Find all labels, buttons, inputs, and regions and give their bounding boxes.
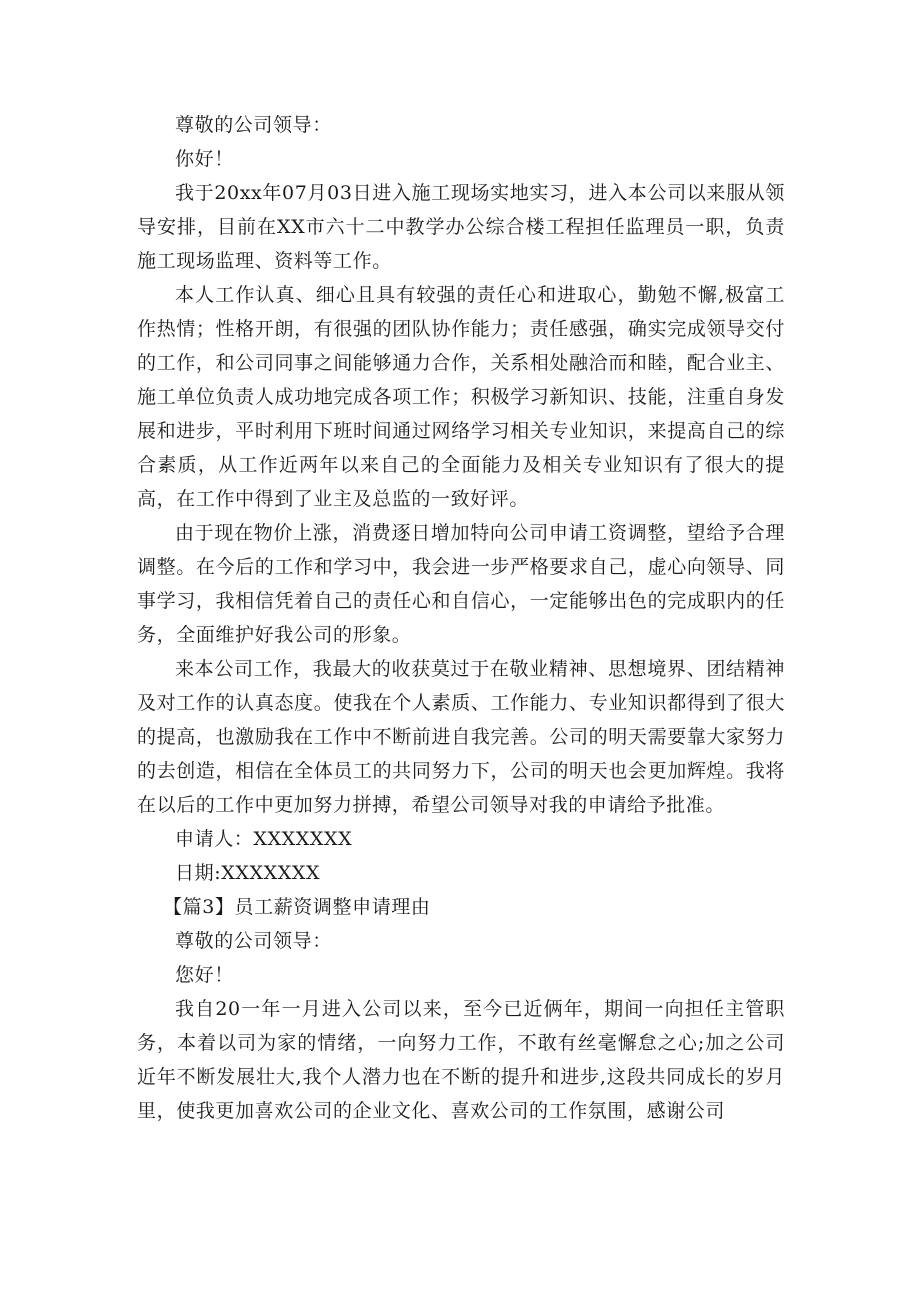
paragraph: 由于现在物价上涨，消费逐日增加特向公司申请工资调整，望给予合理调整。在今后的工作和学习中，我会进一步严格要求自己，虚心向领导、同事学习，我相信凭着自己的责任心和自信心，一定能够出色的完成职内的任务，全面维护好我公司的形象。 [137,522,785,646]
paragraph: 来本公司工作，我最大的收获莫过于在敬业精神、思想境界、团结精神及对工作的认真态度。使我在个人素质、工作能力、专业知识都得到了很大的提高，也激励我在工作中不断前进自我完善。公司的明天需要靠大家努力的去创造，相信在全体员工的共同努力下，公司的明天也会更加辉煌。我将在以后的工作中更加努力拼搏，希望公司领导对我的申请给予批准。 [137,658,785,816]
greeting: 尊敬的公司领导： [175,114,332,136]
paragraph: 本人工作认真、细心且具有较强的责任心和进取心，勤勉不懈,极富工作热情；性格开朗，有很强的团队协作能力；责任感强，确实完成领导交付的工作，和公司同事之间能够通力合作，关系相处融洽而和睦，配合业主、施工单位负责人成功地完成各项工作；积极学习新知识、技能，注重自身发展和进步，平时利用下班时间通过网络学习相关专业知识，来提高自己的综合素质，从工作近两年以来自己的全面能力及相关专业知识有了很大的提高，在工作中得到了业主及总监的一致好评。 [137,284,785,510]
date-line: 日期:XXXXXXX [175,862,321,884]
paragraph: 我于20xx年07月03日进入施工现场实地实习，进入本公司以来服从领导安排，目前在XX市六十二中教学办公综合楼工程担任监理员一职，负责施工现场监理、资料等工作。 [137,182,785,272]
section-heading: 【篇3】员工薪资调整申请理由 [163,896,431,918]
greeting: 尊敬的公司领导： [175,930,332,952]
salutation: 您好！ [175,964,234,986]
applicant-line: 申请人：XXXXXXX [175,828,353,850]
paragraph: 我自20一年一月进入公司以来，至今已近俩年，期间一向担任主管职务，本着以司为家的情绪，一向努力工作，不敢有丝毫懈怠之心;加之公司近年不断发展壮大,我个人潜力也在不断的提升和进步,这段共同成长的岁月里，使我更加喜欢公司的企业文化、喜欢公司的工作氛围，感谢公司 [137,998,785,1122]
salutation: 你好！ [175,148,234,170]
document-page [137,108,785,1128]
